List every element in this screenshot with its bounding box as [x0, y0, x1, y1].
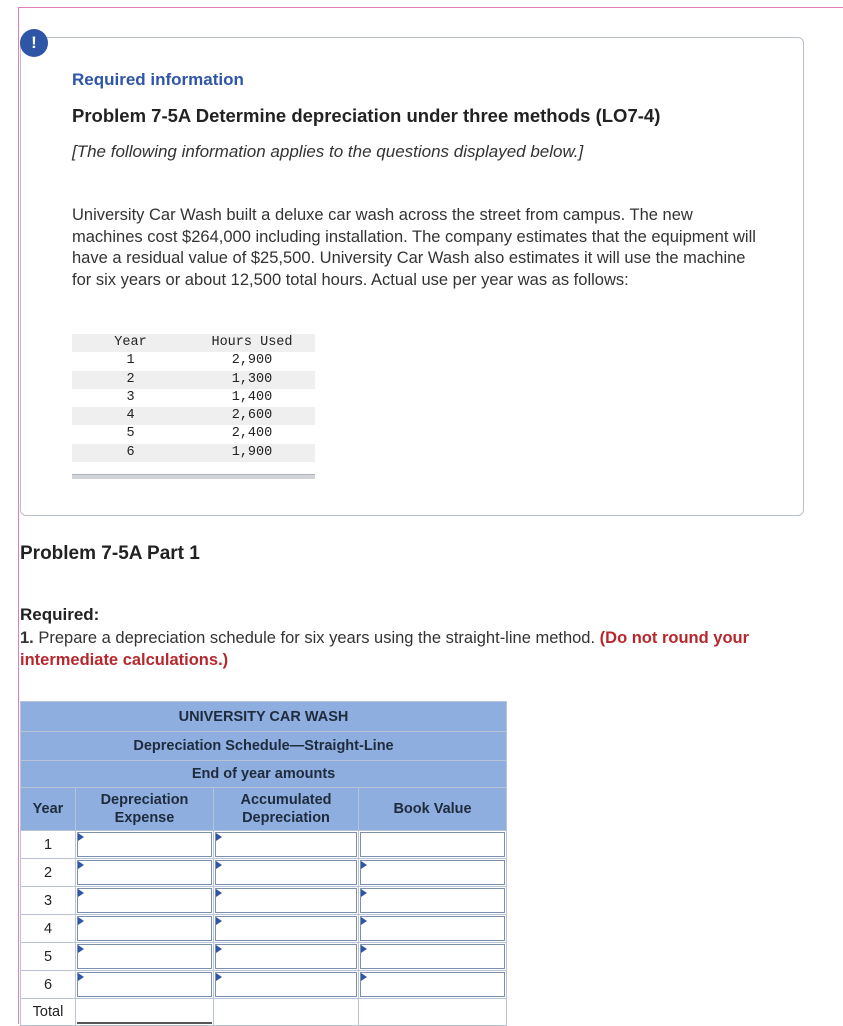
book-value-input[interactable] [360, 832, 505, 857]
accumulated-depreciation-input[interactable] [215, 832, 357, 857]
total-empty-cell [214, 999, 359, 1026]
schedule-company-header: UNIVERSITY CAR WASH [21, 702, 507, 732]
total-row [21, 999, 507, 1026]
hours-year: 4 [126, 408, 135, 424]
instruction-rounding-note: (Do not round your intermediate calculations.) [20, 629, 750, 669]
hours-value: 2,400 [231, 426, 273, 442]
schedule-year: 4 [21, 915, 76, 943]
accumulated-depreciation-cell [214, 859, 359, 887]
book-value-input[interactable] [360, 972, 505, 997]
book-value-cell [359, 943, 507, 971]
book-value-input[interactable] [360, 888, 505, 913]
schedule-year: 6 [21, 971, 76, 999]
total-label: Total [21, 999, 76, 1026]
book-value-input[interactable] [360, 944, 505, 969]
schedule-year: 3 [21, 887, 76, 915]
book-value-cell [359, 887, 507, 915]
accumulated-depreciation-input[interactable] [215, 916, 357, 941]
book-value-cell [359, 915, 507, 943]
book-value-input[interactable] [360, 916, 505, 941]
hours-year: 2 [126, 371, 135, 387]
hours-year: 3 [126, 389, 135, 405]
table-row [21, 887, 507, 915]
left-border-line [18, 7, 19, 1024]
depreciation-expense-cell [76, 887, 214, 915]
instruction-number: 1. [20, 629, 34, 647]
depreciation-expense-cell [76, 943, 214, 971]
depreciation-expense-input[interactable] [77, 972, 212, 997]
total-depreciation-cell [76, 999, 214, 1026]
schedule-year: 5 [21, 943, 76, 971]
depreciation-expense-cell [76, 971, 214, 999]
book-value-input[interactable] [360, 860, 505, 885]
accumulated-depreciation-cell [214, 915, 359, 943]
schedule-year: 2 [21, 859, 76, 887]
table-row [72, 352, 315, 370]
hours-value: 1,400 [231, 389, 273, 405]
hours-value: 1,900 [231, 444, 273, 460]
table-row [72, 371, 315, 389]
accumulated-depreciation-input[interactable] [215, 944, 357, 969]
depreciation-expense-input[interactable] [77, 860, 212, 885]
table-row [72, 444, 315, 462]
depreciation-expense-input[interactable] [77, 944, 212, 969]
required-label: Required: [20, 605, 100, 624]
book-value-cell [359, 859, 507, 887]
problem-title: Problem 7-5A Determine depreciation under three methods (LO7-4) [72, 105, 661, 126]
hours-year: 6 [126, 444, 135, 460]
top-border-line [18, 7, 843, 8]
hours-year: 1 [126, 353, 135, 369]
total-depreciation-input[interactable] [77, 1000, 212, 1024]
accumulated-depreciation-cell [214, 943, 359, 971]
hours-value: 2,600 [231, 408, 273, 424]
schedule-subtitle-header: End of year amounts [21, 761, 507, 788]
info-note: [The following information applies to the questions displayed below.] [72, 142, 584, 161]
table-row [21, 943, 507, 971]
hours-table-header [72, 334, 315, 352]
schedule-year: 1 [21, 831, 76, 859]
book-value-cell [359, 831, 507, 859]
column-header-accumulated-depreciation: Accumulated Depreciation [214, 788, 359, 831]
hours-table-year-header: Year [114, 335, 147, 350]
column-header-year: Year [21, 788, 76, 831]
column-header-depreciation-expense: Depreciation Expense [76, 788, 214, 831]
accumulated-depreciation-input[interactable] [215, 860, 357, 885]
hours-used-table [72, 334, 315, 479]
part-title: Problem 7-5A Part 1 [20, 543, 200, 564]
depreciation-expense-input[interactable] [77, 916, 212, 941]
hours-table-scrollbar[interactable] [72, 474, 315, 479]
required-information-heading: Required information [72, 70, 244, 89]
problem-description: University Car Wash built a deluxe car wash across the street from campus. The new machines cost $264,000 including installation. The company estimates that the equipment will have a residual value of $25,500. University Car Wash also estimates it will use the machine for six years or about 12,500 total hours. Actual use per year was as follows: [72, 206, 756, 289]
schedule-title-header: Depreciation Schedule—Straight-Line [21, 732, 507, 761]
depreciation-expense-cell [76, 915, 214, 943]
hours-table-hours-header: Hours Used [211, 335, 293, 350]
table-row [72, 407, 315, 425]
accumulated-depreciation-cell [214, 971, 359, 999]
depreciation-expense-cell [76, 859, 214, 887]
accumulated-depreciation-cell [214, 831, 359, 859]
depreciation-expense-input[interactable] [77, 888, 212, 913]
hours-value: 2,900 [231, 353, 273, 369]
total-empty-cell [359, 999, 507, 1026]
alert-icon: ! [20, 29, 48, 57]
depreciation-expense-cell [76, 831, 214, 859]
table-row [21, 915, 507, 943]
table-row [72, 425, 315, 443]
hours-value: 1,300 [231, 371, 273, 387]
depreciation-expense-input[interactable] [77, 832, 212, 857]
table-row [21, 971, 507, 999]
column-header-book-value: Book Value [359, 788, 507, 831]
accumulated-depreciation-cell [214, 887, 359, 915]
instruction-text [20, 627, 820, 671]
table-row [21, 831, 507, 859]
book-value-cell [359, 971, 507, 999]
hours-year: 5 [126, 426, 135, 442]
table-row [21, 859, 507, 887]
accumulated-depreciation-input[interactable] [215, 888, 357, 913]
table-row [72, 389, 315, 407]
instruction-body: Prepare a depreciation schedule for six years using the straight-line method. [33, 629, 600, 647]
accumulated-depreciation-input[interactable] [215, 972, 357, 997]
depreciation-schedule-table [20, 701, 507, 1026]
